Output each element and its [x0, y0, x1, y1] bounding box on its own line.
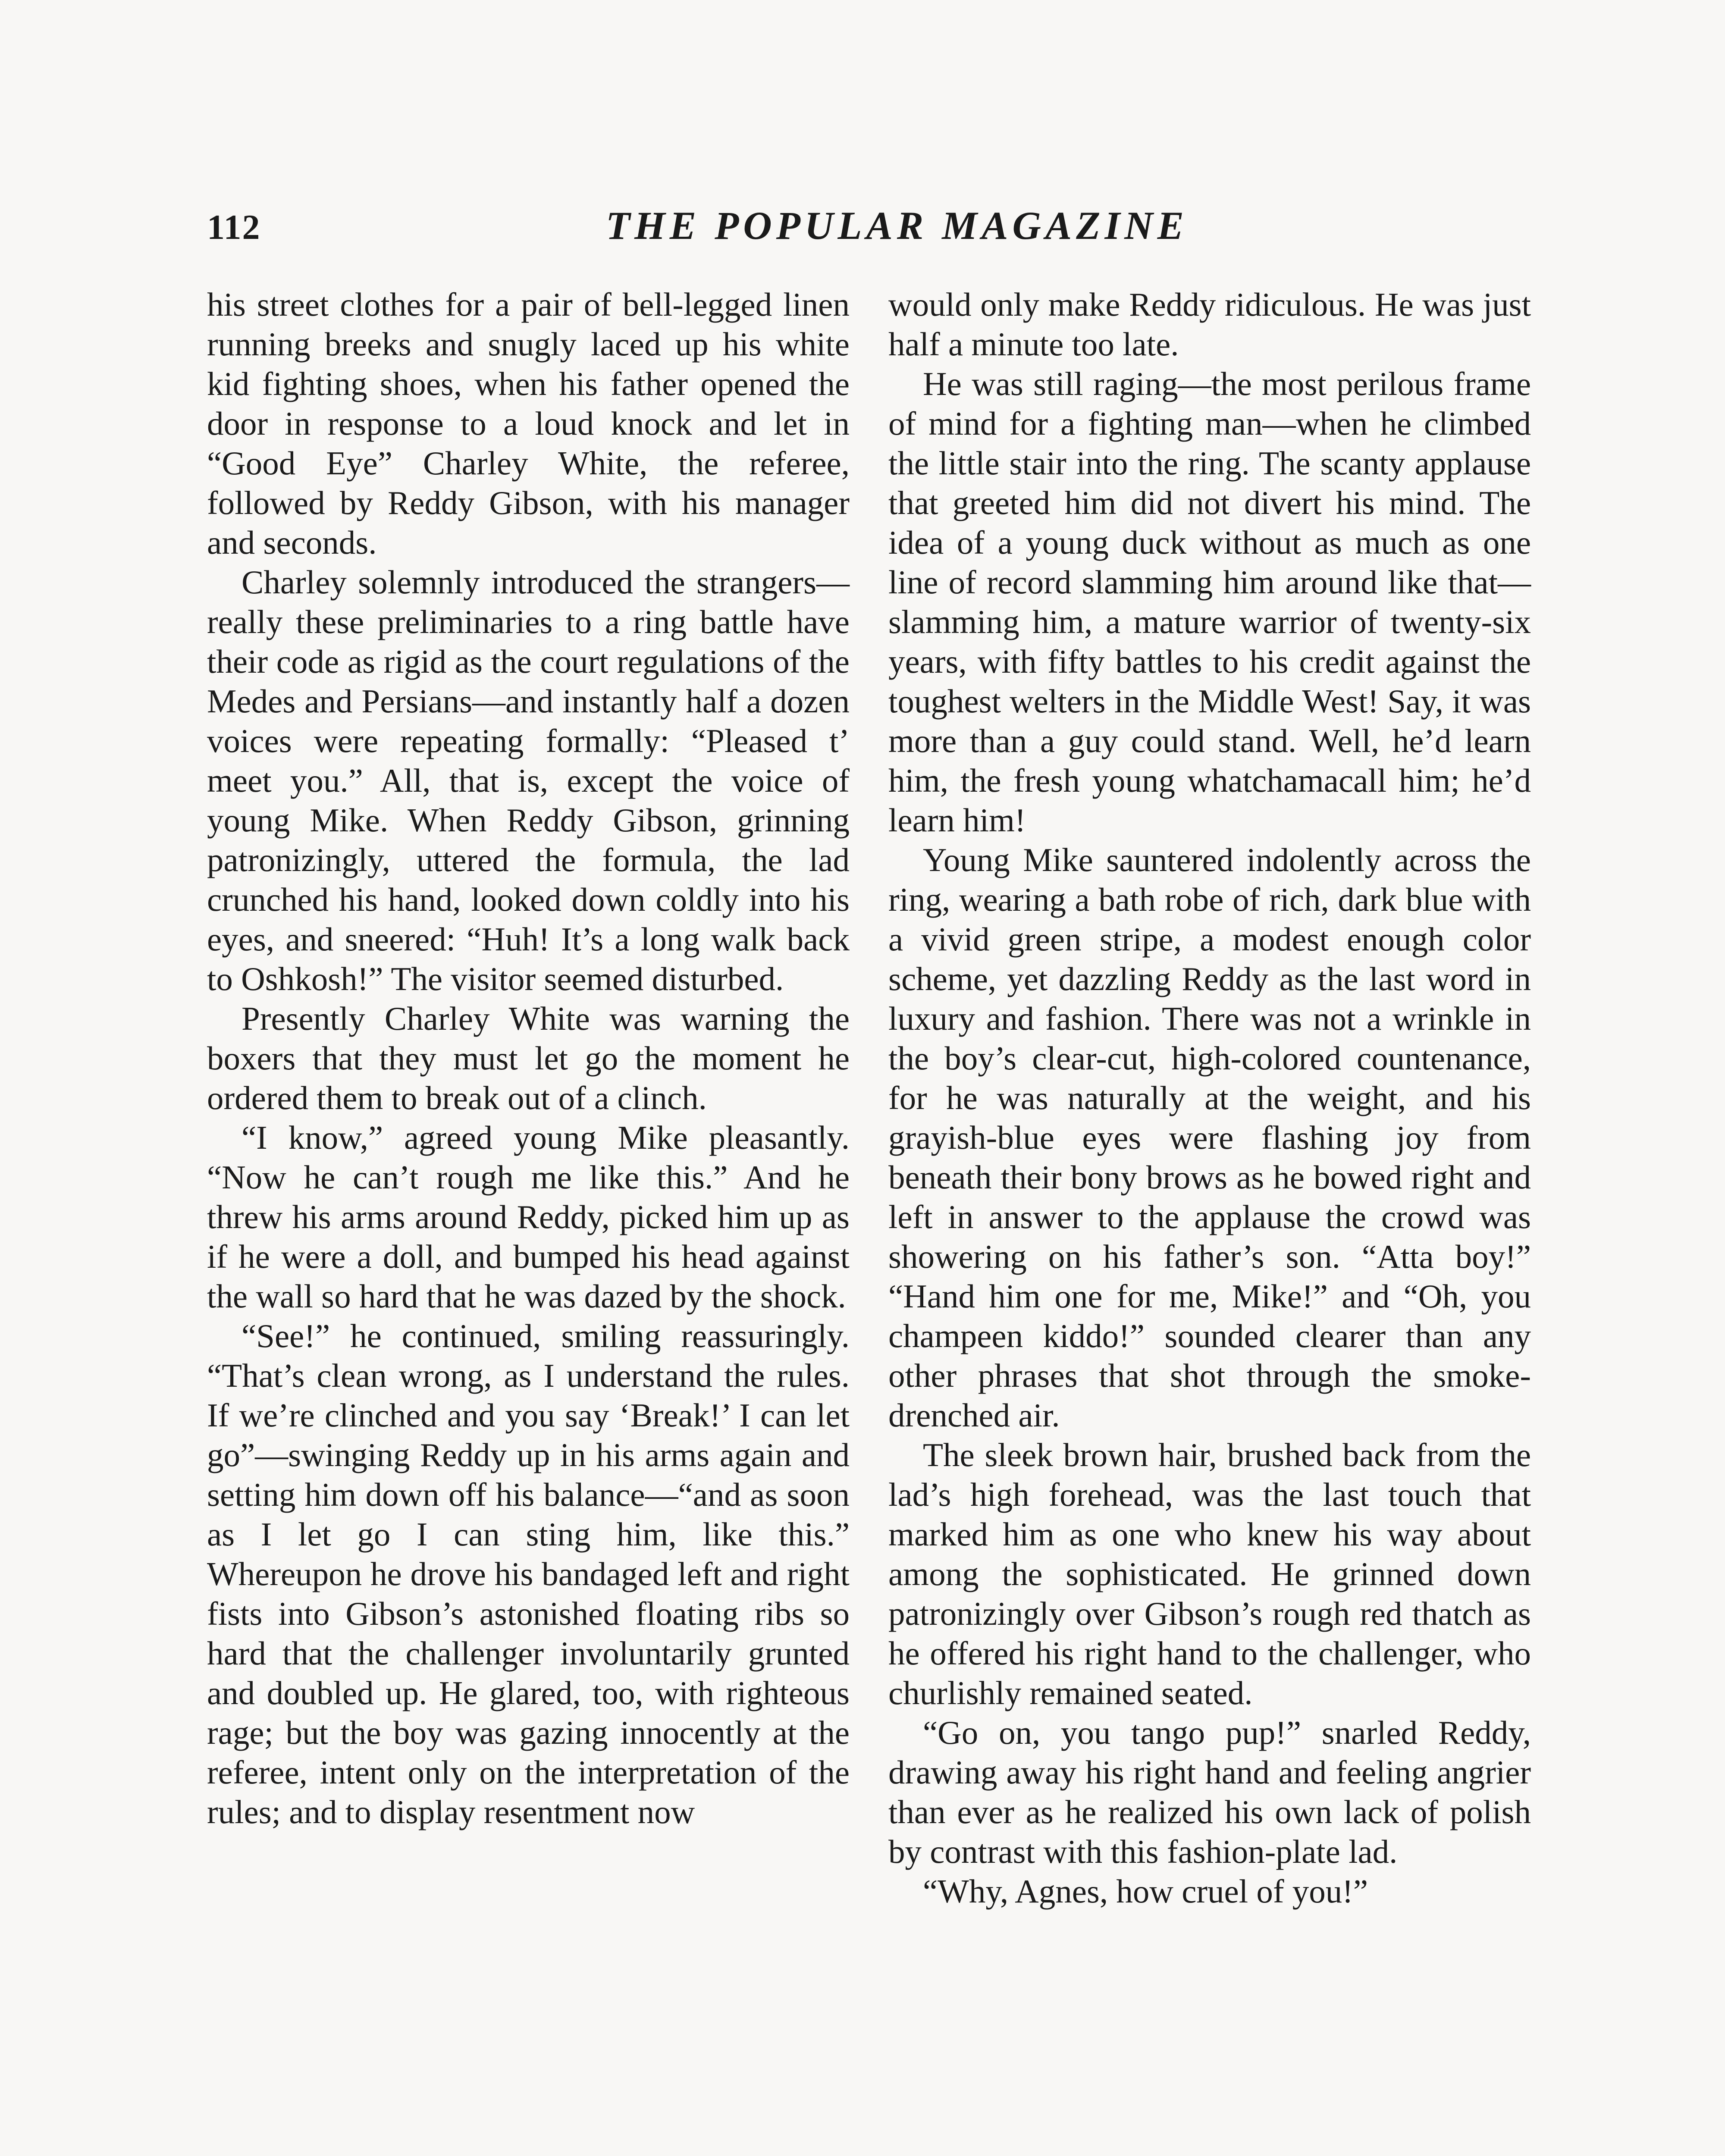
paragraph: “Why, Agnes, how cruel of you!”: [923, 1873, 1368, 1910]
paragraph: Young Mike sauntered indolently across the ring, wearing a bath robe of rich, dark blue with a vivid green stripe, a modest enough color scheme, yet dazzling Reddy as the last word in luxury and fashion. There was not a wrinkle in the boy’s clear-cut, high-colored countenance, for he was naturally at the weight, and his grayish-blue eyes were flashing joy from beneath their bony brows as he bowed right and left in answer to the applause the crowd was showering on his father’s son. “Atta boy!” “Hand him one for me, Mike!” and “Oh, you champeen kiddo!” sounded clearer than any other phrases that shot through the smoke-drenched air.: [888, 841, 1531, 1434]
paragraph: Charley solemnly introduced the strangers—really these preliminaries to a ring battle have their code as rigid as the court regulations of the Medes and Persians—and instantly half a dozen voices were repeating formally: “Pleased t’ meet you.” All, that is, except the voice of young Mike. When Reddy Gibson, grinning patronizingly, uttered the formula, the lad crunched his hand, looked down coldly into his eyes, and sneered: “Huh! It’s a long walk back to Oshkosh!” The visitor seemed disturbed.: [207, 564, 850, 997]
right-column: [888, 285, 1531, 1911]
page-number: 112: [207, 207, 261, 247]
paragraph: Presently Charley White was warning the boxers that they must let go the moment he ordered them to break out of a clinch.: [207, 1000, 850, 1116]
paragraph: “See!” he continued, smiling reassuringly. “That’s clean wrong, as I understand the rules. If we’re clinched and you say ‘Break!’ I can let go”—swinging Reddy up in his arms again and setting him down off his balance—“and as soon as I let go I can sting him, like this.” Whereupon he drove his bandaged left and right fists into Gibson’s astonished floating ribs so hard that the challenger involuntarily grunted and doubled up. He glared, too, with righteous rage; but the boy was gazing innocently at the referee, intent only on the interpretation of the rules; and to display resentment now: [207, 1317, 850, 1830]
paragraph: The sleek brown hair, brushed back from the lad’s high forehead, was the last touch that marked him as one who knew his way about among the sophisticated. He grinned down patronizingly over Gibson’s rough red thatch as he offered his right hand to the challenger, who churlishly remained seated.: [888, 1436, 1531, 1711]
paragraph: would only make Reddy ridiculous. He was just half a minute too late.: [888, 286, 1531, 363]
running-head: [207, 203, 1587, 263]
paragraph: his street clothes for a pair of bell-legged linen running breeks and snugly laced up his white kid fighting shoes, when his father opened the door in response to a loud knock and let in “Good Eye” Charley White, the referee, followed by Reddy Gibson, with his manager and seconds.: [207, 286, 850, 561]
magazine-title: THE POPULAR MAGAZINE: [605, 204, 1189, 248]
left-column: [207, 285, 850, 1832]
paragraph: “Go on, you tango pup!” snarled Reddy, drawing away his right hand and feeling angrier than ever as he realized his own lack of polish by contrast with this fashion-plate lad.: [888, 1714, 1531, 1870]
paragraph: He was still raging—the most perilous frame of mind for a fighting man—when he climbed the little stair into the ring. The scanty applause that greeted him did not divert his mind. The idea of a young duck without as much as one line of record slamming him around like that—slamming him, a mature warrior of twenty-six years, with fifty battles to his credit against the toughest welters in the Middle West! Say, it was more than a guy could stand. Well, he’d learn him, the fresh young whatchamacall him; he’d learn him!: [888, 365, 1531, 839]
paragraph: “I know,” agreed young Mike pleasantly. “Now he can’t rough me like this.” And he threw his arms around Reddy, picked him up as if he were a doll, and bumped his head against the wall so hard that he was dazed by the shock.: [207, 1119, 850, 1315]
